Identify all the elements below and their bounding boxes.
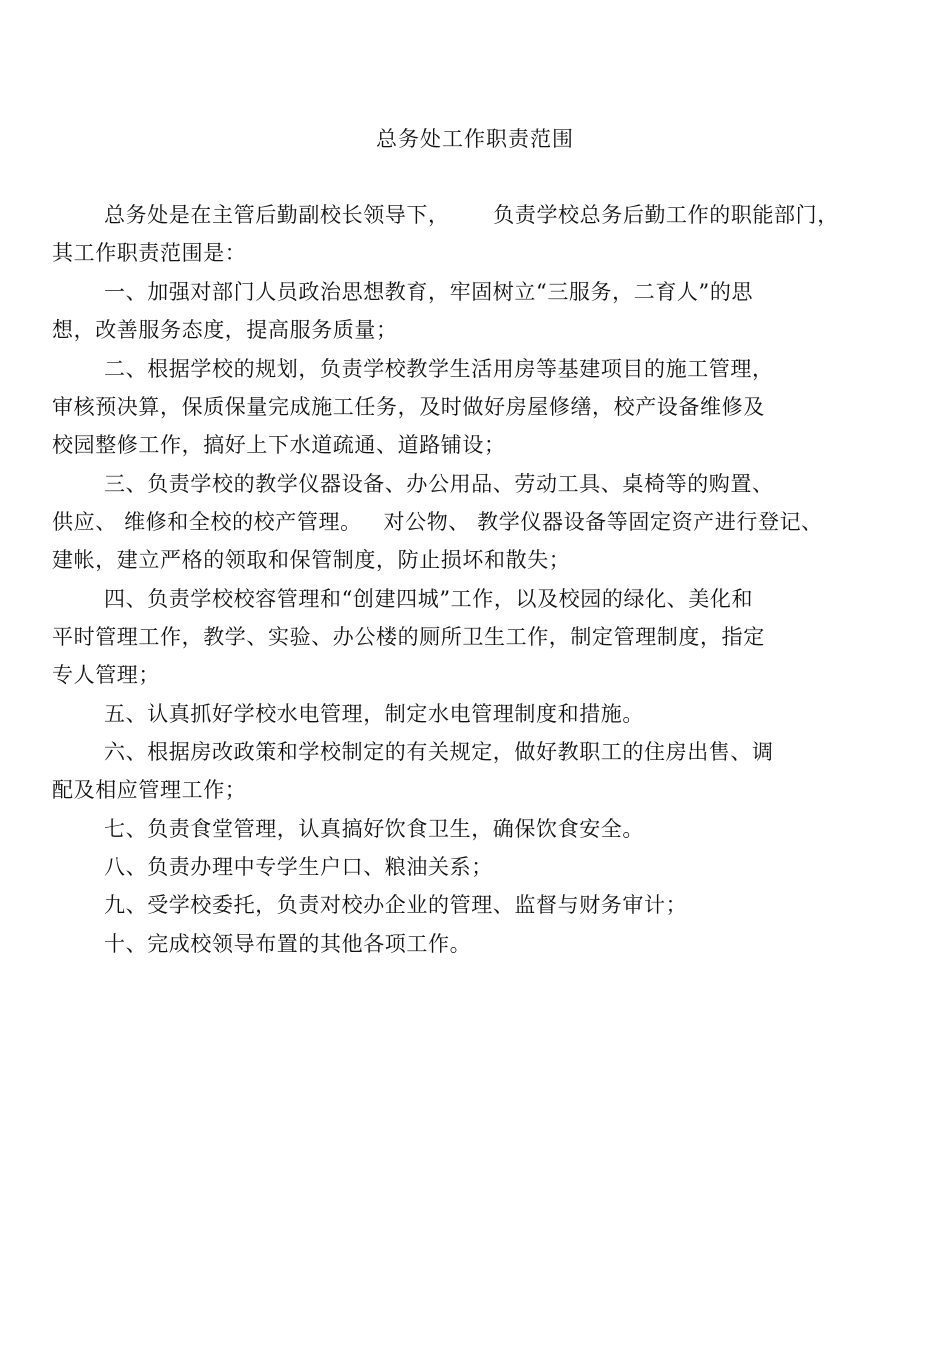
paragraph-line: 总务处是在主管后勤副校长领导下， 负责学校总务后勤工作的职能部门， [104,203,839,227]
duty-item-line: 供应、 维修和全校的校产管理。 对公物、 教学仪器设备等固定资产进行登记、 [52,510,823,534]
duty-item-line: 建帐，建立严格的领取和保管制度，防止损坏和散失； [52,548,571,572]
document-title: 总务处工作职责范围 [376,127,574,151]
paragraph-line: 其工作职责范围是： [52,241,247,265]
duty-item-line: 平时管理工作，教学、实验、办公楼的厕所卫生工作，制定管理制度，指定 [52,625,765,649]
duty-item-line: 五、认真抓好学校水电管理，制定水电管理制度和措施。 [104,702,644,726]
duty-item-line: 想，改善服务态度，提高服务质量； [52,318,398,342]
duty-item-line: 十、完成校领导布置的其他各项工作。 [104,932,472,956]
duty-item-line: 配及相应管理工作； [52,778,247,802]
duty-item-line: 三、负责学校的教学仪器设备、办公用品、劳动工具、桌椅等的购置、 [104,472,774,496]
duty-item-line: 审核预决算，保质保量完成施工任务，及时做好房屋修缮，校产设备维修及 [52,395,765,419]
duty-item-line: 六、根据房改政策和学校制定的有关规定，做好教职工的住房出售、调 [104,740,774,764]
duty-item-line: 八、负责办理中专学生户口、粮油关系； [104,855,493,879]
duty-item-line: 一、加强对部门人员政治思想教育，牢固树立“三服务，二育人”的思 [104,280,754,304]
duty-item-line: 校园整修工作，搞好上下水道疏通、道路铺设； [52,433,506,457]
duty-item-line: 九、受学校委托，负责对校办企业的管理、监督与财务审计； [104,893,688,917]
duty-item-line: 四、负责学校校容管理和“创建四城”工作，以及校园的绿化、美化和 [104,587,754,611]
duty-item-line: 二、根据学校的规划，负责学校教学生活用房等基建项目的施工管理， [104,357,774,381]
duty-item-line: 专人管理； [52,663,160,687]
duty-item-line: 七、负责食堂管理，认真搞好饮食卫生，确保饮食安全。 [104,817,644,841]
